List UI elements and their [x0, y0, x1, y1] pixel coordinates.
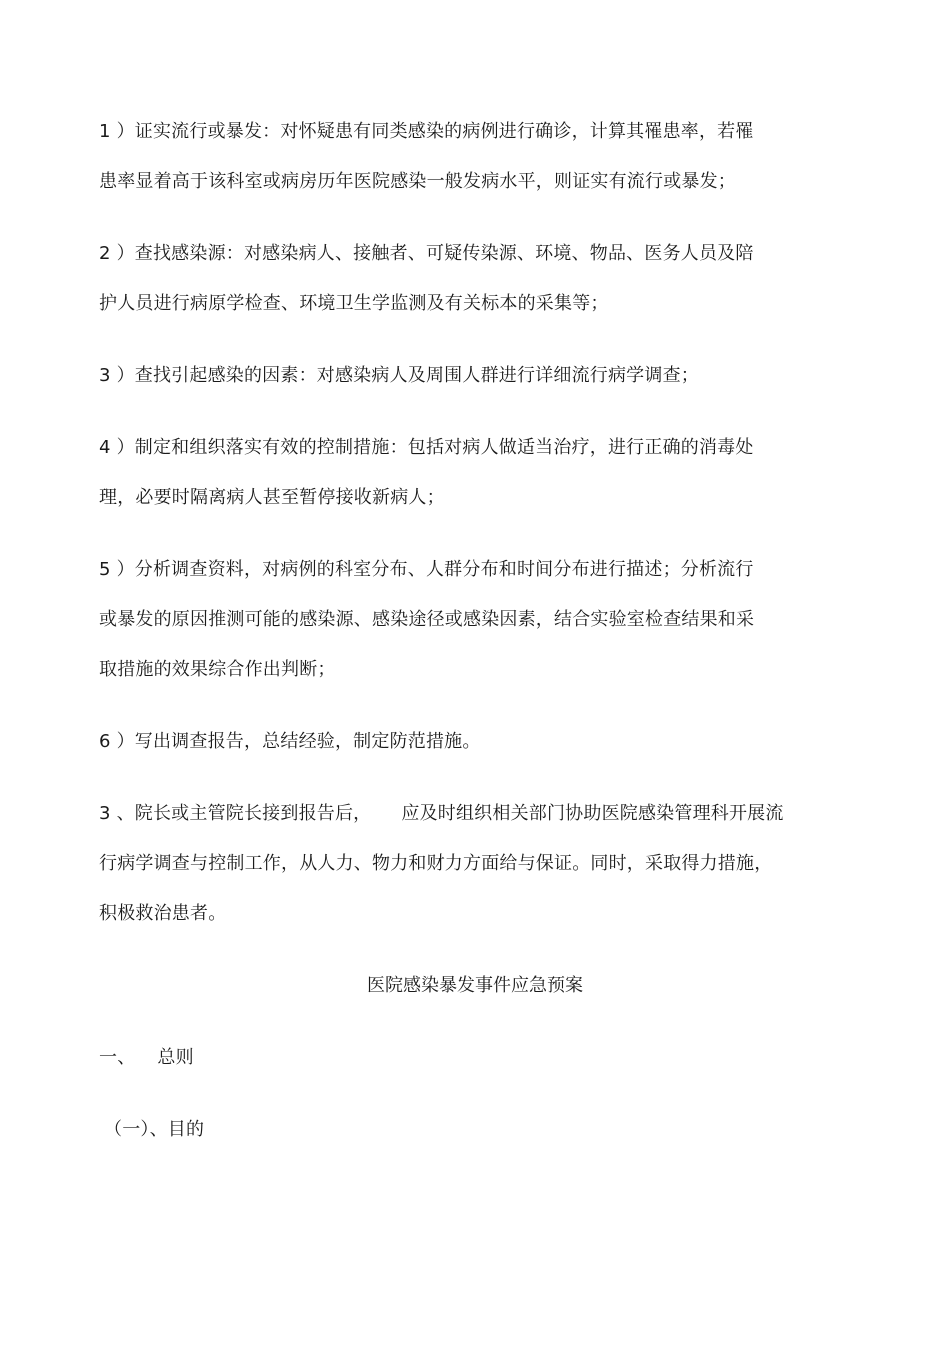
heading-2: （一）、目的: [104, 1119, 205, 1140]
paragraph-3-line-1: 3 ）查找引起感染的因素：对感染病人及周围人群进行详细流行病学调查；: [99, 365, 699, 386]
heading-1: [99, 1046, 194, 1070]
paragraph-5-line-2: 或暴发的原因推测可能的感染源、感染途径或感染因素，结合实验室检查结果和采: [99, 609, 755, 630]
paragraph-7-line-3: 积极救治患者。: [99, 903, 227, 924]
paragraph-7-line-1: [99, 802, 784, 826]
paragraph-2-line-2: 护人员进行病原学检查、环境卫生学监测及有关标本的采集等；: [99, 293, 609, 314]
paragraph-7-line-2: 行病学调查与控制工作，从人力、物力和财力方面给与保证。同时，采取得力措施，: [99, 853, 773, 874]
section-title: 医院感染暴发事件应急预案: [367, 975, 583, 996]
paragraph-7-line-1-head: 3 、院长或主管院长接到报告后，: [99, 803, 372, 824]
paragraph-1-line-1: 1 ）证实流行或暴发：对怀疑患有同类感染的病例进行确诊，计算其罹患率，若罹: [99, 121, 754, 142]
paragraph-6-line-1: 6 ）写出调查报告，总结经验，制定防范措施。: [99, 731, 481, 752]
paragraph-2-line-1: 2 ）查找感染源：对感染病人、接触者、可疑传染源、环境、物品、医务人员及陪: [99, 243, 754, 264]
paragraph-7-line-1-tail: 应及时组织相关部门协助医院感染管理科开展流: [401, 803, 784, 824]
paragraph-4-line-2: 理，必要时隔离病人甚至暂停接收新病人；: [99, 487, 445, 508]
paragraph-4-line-1: 4 ）制定和组织落实有效的控制措施：包括对病人做适当治疗，进行正确的消毒处: [99, 437, 754, 458]
paragraph-5-line-1: 5 ）分析调查资料，对病例的科室分布、人群分布和时间分布进行描述；分析流行: [99, 559, 754, 580]
heading-1-text: 总则: [157, 1047, 194, 1068]
paragraph-5-line-3: 取措施的效果综合作出判断；: [99, 659, 336, 680]
paragraph-1-line-2: 患率显着高于该科室或病房历年医院感染一般发病水平，则证实有流行或暴发；: [99, 171, 736, 192]
heading-1-number: 一、: [99, 1047, 136, 1068]
